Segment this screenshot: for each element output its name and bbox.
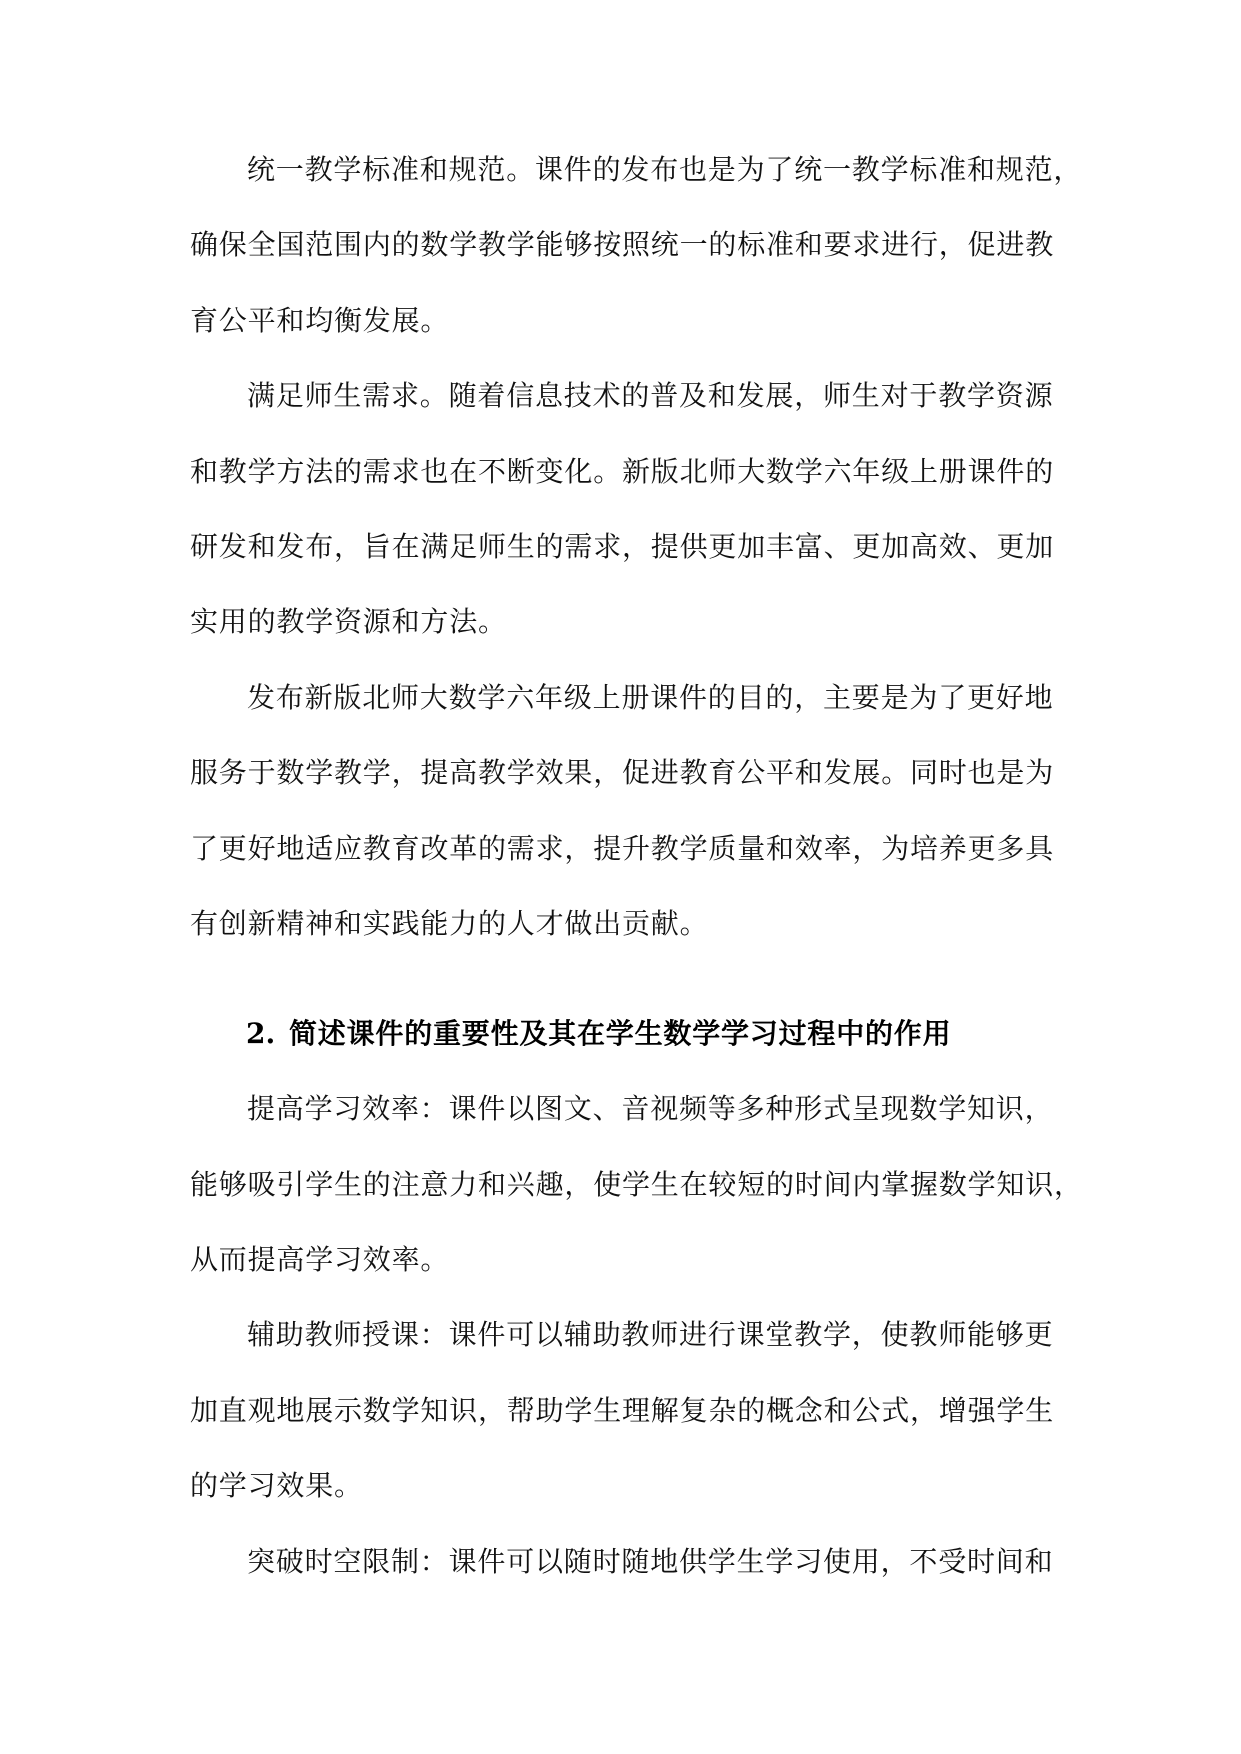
text-line: 实用的教学资源和方法。 [190,605,507,639]
section-heading [190,996,1150,1071]
text-line: 辅助教师授课：课件可以辅助教师进行课堂教学，使教师能够更 [247,1318,1054,1352]
paragraph-improve-efficiency [190,1071,1150,1297]
text-line: 了更好地适应教育改革的需求，提升教学质量和效率，为培养更多具 [190,831,1055,865]
text-line: 统一教学标准和规范。课件的发布也是为了统一教学标准和规范， [247,153,1083,186]
text-line: 育公平和均衡发展。 [190,303,450,337]
paragraph-purpose-summary [190,660,1150,962]
text-line: 从而提高学习效率。 [190,1243,450,1277]
text-line: 和教学方法的需求也在不断变化。新版北师大数学六年级上册课件的 [190,454,1055,488]
paragraph-meet-needs [190,358,1150,660]
text-line: 满足师生需求。随着信息技术的普及和发展，师生对于教学资源 [247,379,1054,413]
text-line: 突破时空限制：课件可以随时随地供学生学习使用，不受时间和 [247,1544,1054,1578]
text-line: 服务于数学教学，提高教学效果，促进教育公平和发展。同时也是为 [190,756,1055,790]
paragraph-unified-standards [190,132,1150,358]
document-body [190,132,1150,1599]
text-line: 的学习效果。 [190,1469,363,1503]
section-title: 简述课件的重要性及其在学生数学学习过程中的作用 [289,1016,952,1050]
text-line: 确保全国范围内的数学教学能够按照统一的标准和要求进行，促进教 [190,228,1055,262]
text-line: 发布新版北师大数学六年级上册课件的目的，主要是为了更好地 [247,680,1054,714]
text-line: 加直观地展示数学知识，帮助学生理解复杂的概念和公式，增强学生 [190,1393,1055,1427]
paragraph-break-limits [190,1524,1150,1599]
paragraph-assist-teaching [190,1297,1150,1523]
text-line: 提高学习效率：课件以图文、音视频等多种形式呈现数学知识， [247,1092,1054,1126]
text-line: 能够吸引学生的注意力和兴趣，使学生在较短的时间内掌握数学知识， [190,1167,1083,1201]
text-line: 研发和发布，旨在满足师生的需求，提供更加丰富、更加高效、更加 [190,529,1055,563]
section-number: 2. [246,1016,276,1050]
text-line: 有创新精神和实践能力的人才做出贡献。 [190,906,709,940]
